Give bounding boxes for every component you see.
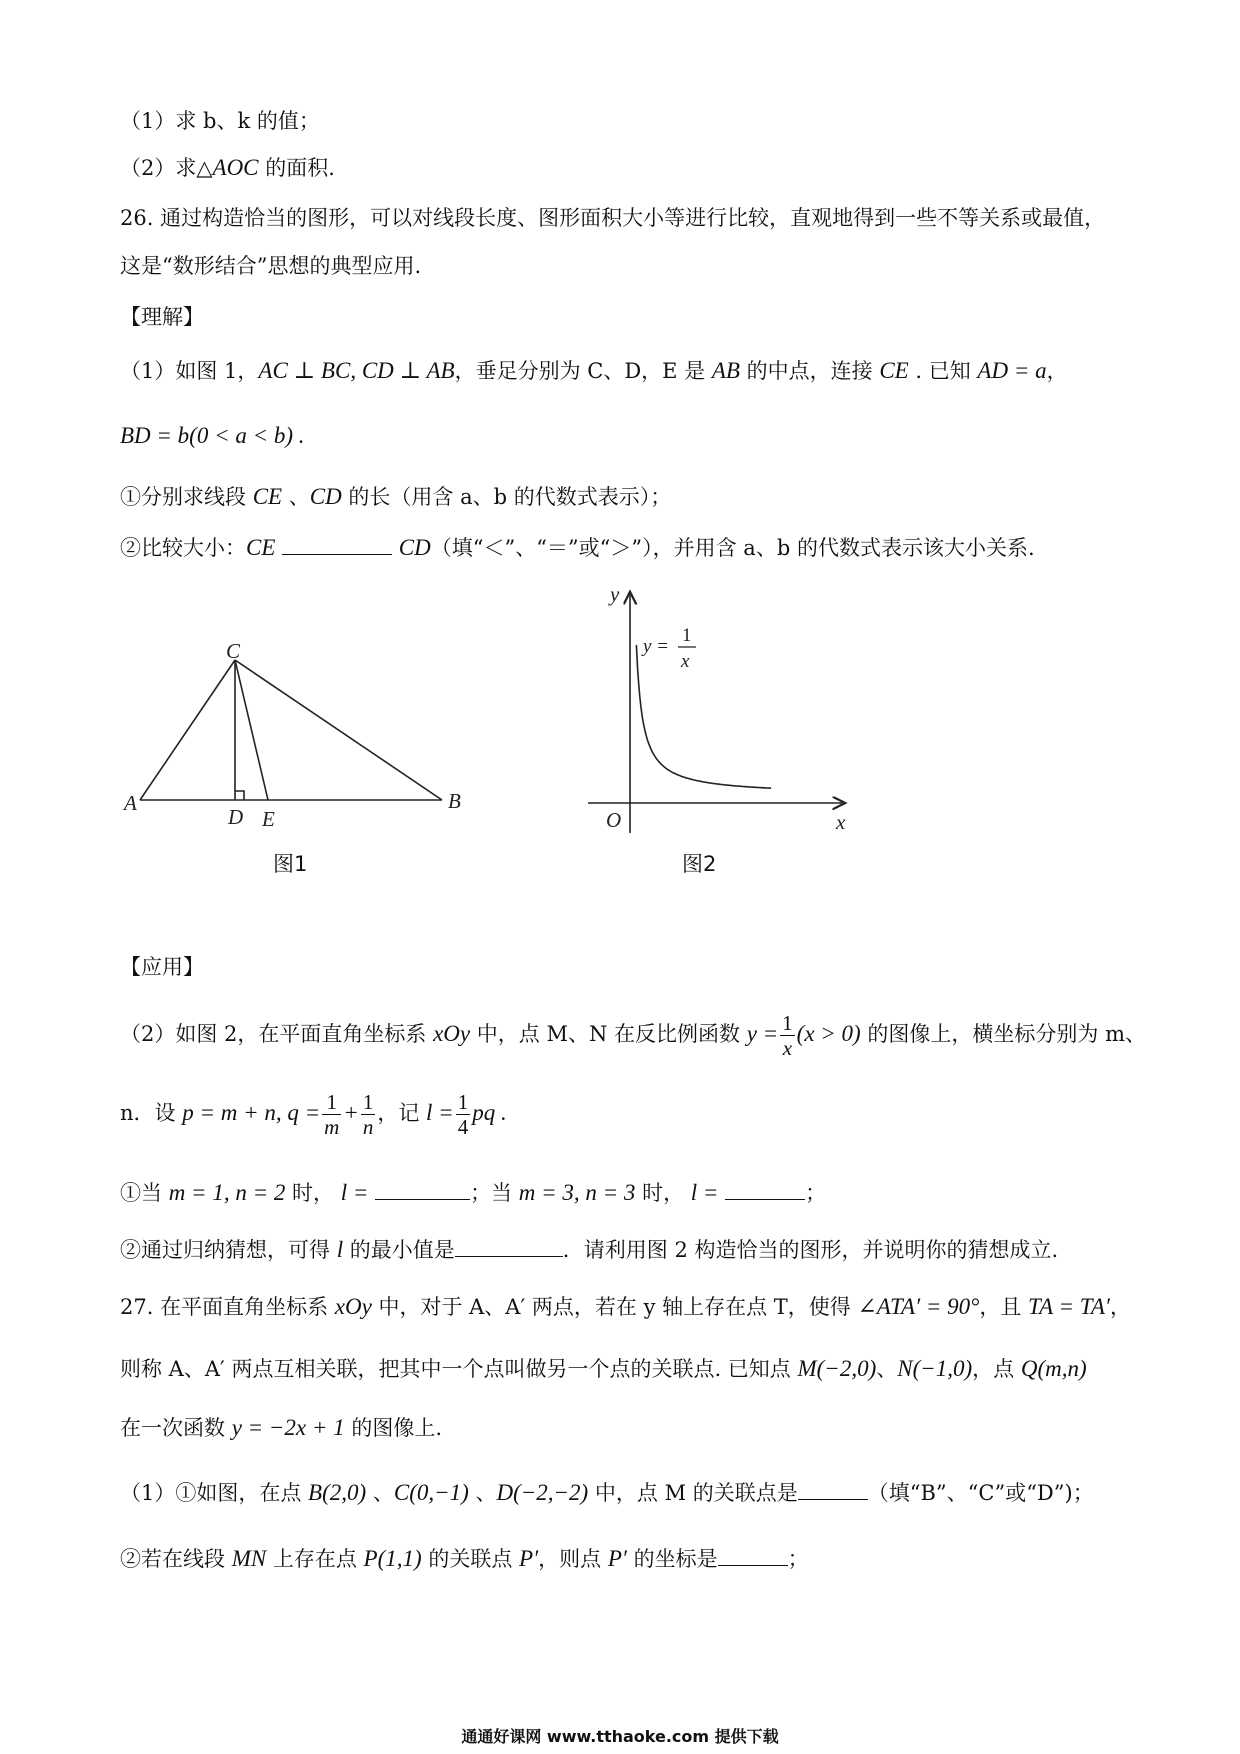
y-axis-label: y bbox=[610, 585, 620, 606]
origin-label: O bbox=[606, 808, 622, 832]
label-D: D bbox=[228, 805, 244, 829]
q26-intro-line2: 这是“数形结合”思想的典型应用. bbox=[120, 254, 422, 278]
label-B: B bbox=[448, 789, 461, 813]
q26-understand-heading: 【理解】 bbox=[120, 305, 204, 329]
q26-apply-q1: ①当 m = 1, n = 2 时， l = ；当 m = 3, n = 3 时， l = ； bbox=[120, 1177, 1130, 1208]
q26-apply-part2: （2）如图 2，在平面直角坐标系 xOy 中，点 M、N 在反比例函数 y = $\frac{1}{x}$ (x > 0) 的图像上，横坐标分别为 m、 bbox=[120, 1011, 1146, 1060]
figure-2-graph bbox=[570, 585, 860, 835]
figure-1-triangle bbox=[120, 640, 480, 840]
q25-part1: （1）求 b、k 的值； bbox=[120, 109, 320, 133]
fraction-1-over-x: $\frac{1}{x}$ bbox=[782, 1011, 793, 1060]
q26-understand-q2: ②比较大小：CE CD（填“＜”、“＝”或“＞”），并用含 a、b 的代数式表示该大小关系. bbox=[120, 532, 1130, 563]
curve-equation-numerator: 1 bbox=[682, 625, 692, 646]
q27-part1-q1: （1）①如图，在点 B(2,0) 、C(0,−1) 、D(−2,−2) 中，点 M 的关联点是 （填“B”、“C”或“D”)； bbox=[120, 1477, 1130, 1508]
label-C: C bbox=[226, 640, 241, 663]
label-A: A bbox=[124, 791, 137, 815]
right-angle-mark bbox=[235, 791, 244, 800]
footer-source: 通通好课网 www.tthaoke.com 提供下载 bbox=[461, 1727, 779, 1746]
answer-blank[interactable] bbox=[282, 532, 392, 555]
label-E: E bbox=[262, 807, 275, 831]
q26-understand-part1-cont: BD = b(0 < a < b) . bbox=[120, 423, 305, 448]
fraction-1-over-m: $\frac{1}{m}$ bbox=[324, 1090, 340, 1139]
q26-intro-line1: 26. 通过构造恰当的图形，可以对线段长度、图形面积大小等进行比较，直观地得到一些不等关系或最值， bbox=[120, 206, 1106, 230]
q27-line1: 27. 在平面直角坐标系 xOy 中，对于 A、A′ 两点，若在 y 轴上存在点 T，使得 ∠ATA′ = 90°，且 TA = TA′， bbox=[120, 1294, 1131, 1319]
q26-apply-definitions: n．设 p = m + n, q = $\frac{1}{m}$ + $\frac{1}{n}$ ，记 l = $\frac{1}{4}$ pq . bbox=[120, 1090, 507, 1139]
fraction-1-over-4: $\frac{1}{4}$ bbox=[457, 1090, 469, 1139]
q25-part2: （2）求△AOC 的面积. bbox=[120, 155, 335, 180]
figure-2-caption: 图2 bbox=[682, 852, 717, 876]
q27-line2: 则称 A、A′ 两点互相关联，把其中一个点叫做另一个点的关联点. 已知点 M(−2,0)、N(−1,0)，点 Q(m,n) bbox=[120, 1356, 1087, 1381]
segment-AC bbox=[140, 660, 235, 800]
q27-part1-q2: ②若在线段 MN 上存在点 P(1,1) 的关联点 P′，则点 P′ 的坐标是 ； bbox=[120, 1543, 1130, 1574]
figure-1-caption: 图1 bbox=[273, 852, 308, 876]
answer-blank[interactable] bbox=[455, 1234, 563, 1257]
q26-understand-q1: ①分别求线段 CE 、CD 的长（用含 a、b 的代数式表示）； bbox=[120, 484, 672, 509]
curve-equation-lhs: y = bbox=[643, 636, 670, 657]
q26-apply-q2: ②通过归纳猜想，可得 l 的最小值是 ．请利用图 2 构造恰当的图形，并说明你的猜想成立. bbox=[120, 1234, 1130, 1265]
answer-blank[interactable] bbox=[798, 1477, 868, 1500]
q26-apply-heading: 【应用】 bbox=[120, 955, 204, 979]
segment-CE bbox=[235, 660, 268, 800]
x-axis-label: x bbox=[836, 810, 846, 834]
q26-understand-part1: （1）如图 1，AC ⊥ BC, CD ⊥ AB，垂足分别为 C、D，E 是 AB 的中点，连接 CE . 已知 AD = a， bbox=[120, 358, 1068, 383]
hyperbola-curve bbox=[636, 645, 771, 788]
answer-blank[interactable] bbox=[718, 1543, 788, 1566]
curve-equation-denominator: x bbox=[681, 651, 690, 672]
fraction-1-over-n: $\frac{1}{n}$ bbox=[362, 1090, 374, 1139]
segment-BC bbox=[235, 660, 442, 800]
q27-line3: 在一次函数 y = −2x + 1 的图像上. bbox=[120, 1415, 443, 1440]
answer-blank[interactable] bbox=[375, 1177, 470, 1200]
answer-blank[interactable] bbox=[725, 1177, 805, 1200]
